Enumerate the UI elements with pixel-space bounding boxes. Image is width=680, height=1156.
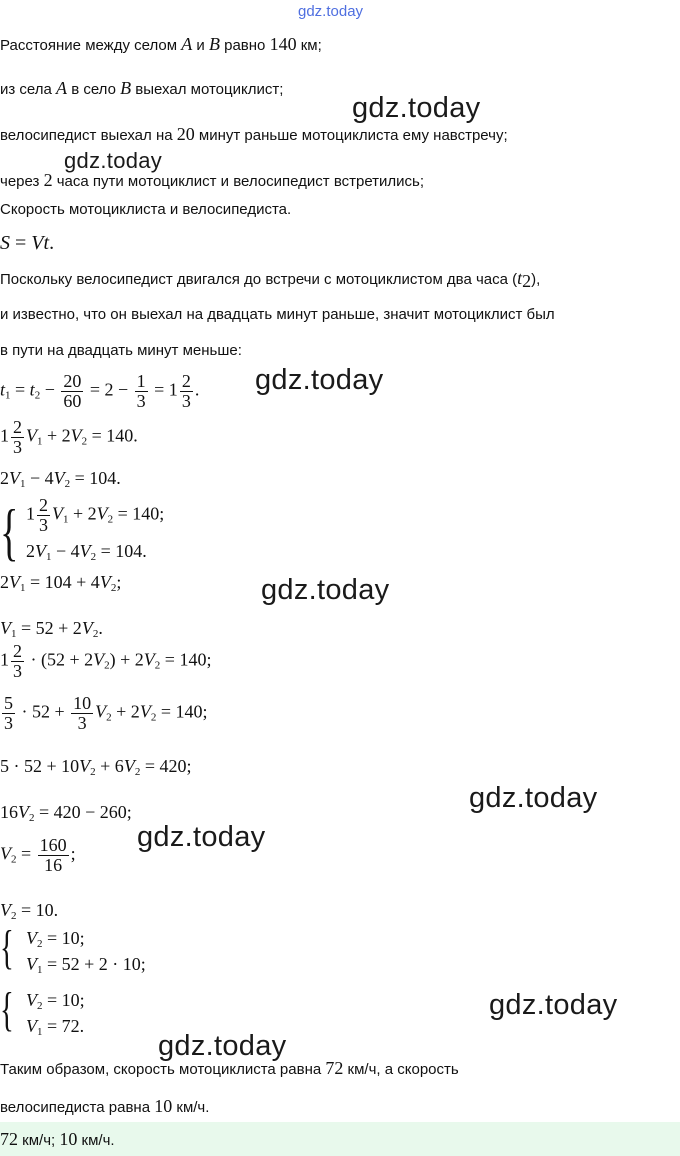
system-1-row-1: 1 $\frac{2}{3}$ $V_1 + 2V_2 = 140$;: [26, 495, 165, 535]
given-line-4: через 2 часа пути мотоциклист и велосипедист встретились;: [0, 170, 425, 190]
system-2-row-1: $V_2 = 10$;: [26, 928, 85, 950]
explain-line-1: Поскольку велосипедист двигался до встречи с мотоциклистом два часа $(t_2)$,: [0, 268, 541, 291]
equation-8: $5 \cdot 52 + 10V_2 + 6V_2 = 420$;: [0, 756, 192, 778]
conclusion-line-1: Таким образом, скорость мотоциклиста равна 72 км/ч, а скорость: [0, 1058, 459, 1078]
explain-line-2: и известно, что он выехал на двадцать минут раньше, значит мотоциклист был: [0, 306, 555, 323]
given-line-3: велосипедист выехал на 20 минут раньше мотоциклиста ему навстречу;: [0, 124, 508, 144]
given-line-5: Скорость мотоциклиста и велосипедиста.: [0, 201, 292, 218]
equation-7: $\frac{5}{3}$ · 52 + $\frac{10}{3}$ $V_2 + 2V_2 = 140$;: [4, 693, 208, 733]
given-line-1: Расстояние между селом A и B равно 140 км;: [0, 34, 322, 54]
given-line-2: из села A в село B выехал мотоциклист;: [0, 78, 284, 98]
system-brace: {: [0, 983, 14, 1036]
equation-10: $V_2$ = $\frac{160}{16}$ ;: [0, 835, 76, 875]
system-brace: {: [0, 921, 14, 974]
explain-line-3: в пути на двадцать минут меньше:: [0, 342, 242, 359]
answer-box: [0, 1122, 680, 1156]
system-1-row-2: $2V_1 - 4V_2 = 104$.: [26, 541, 147, 563]
system-brace: {: [0, 496, 19, 567]
system-3-row-2: $V_1 = 72$.: [26, 1016, 85, 1038]
equation-6: 1 $\frac{2}{3}$ · $(52 + 2V_2) + 2V_2 = 140$;: [0, 641, 212, 681]
formula-svt: S = Vt.: [0, 232, 55, 254]
watermark: gdz.today: [158, 1030, 287, 1062]
conclusion-line-2: велосипедиста равна 10 км/ч.: [0, 1096, 210, 1116]
equation-9: $16V_2 = 420 - 260$;: [0, 802, 132, 824]
watermark: gdz.today: [64, 148, 163, 173]
watermark: gdz.today: [489, 989, 618, 1021]
watermark: gdz.today: [469, 782, 598, 814]
watermark: gdz.today: [261, 574, 390, 606]
watermark-top: gdz.today: [298, 3, 364, 20]
equation-2: 1 $\frac{2}{3}$ $V_1 + 2V_2 = 140$.: [0, 417, 138, 457]
equation-4: $2V_1 = 104 + 4V_2$;: [0, 572, 122, 594]
system-3-row-1: $V_2 = 10$;: [26, 990, 85, 1012]
equation-t1: $t_1 = t_2$ − $\frac{20}{60}$ = 2 − $\frac{1}{3}$ = 1 $\frac{2}{3}$ .: [0, 371, 200, 411]
answer-text: 72 км/ч; 10 км/ч.: [0, 1129, 115, 1149]
system-2-row-2: $V_1 = 52 + 2 \cdot 10$;: [26, 954, 146, 976]
watermark: gdz.today: [255, 364, 384, 396]
watermark: gdz.today: [352, 92, 481, 124]
equation-3: $2V_1 - 4V_2 = 104$.: [0, 468, 121, 490]
equation-11: $V_2 = 10$.: [0, 900, 59, 922]
watermark: gdz.today: [137, 821, 266, 853]
equation-5: $V_1 = 52 + 2V_2$.: [0, 618, 103, 640]
